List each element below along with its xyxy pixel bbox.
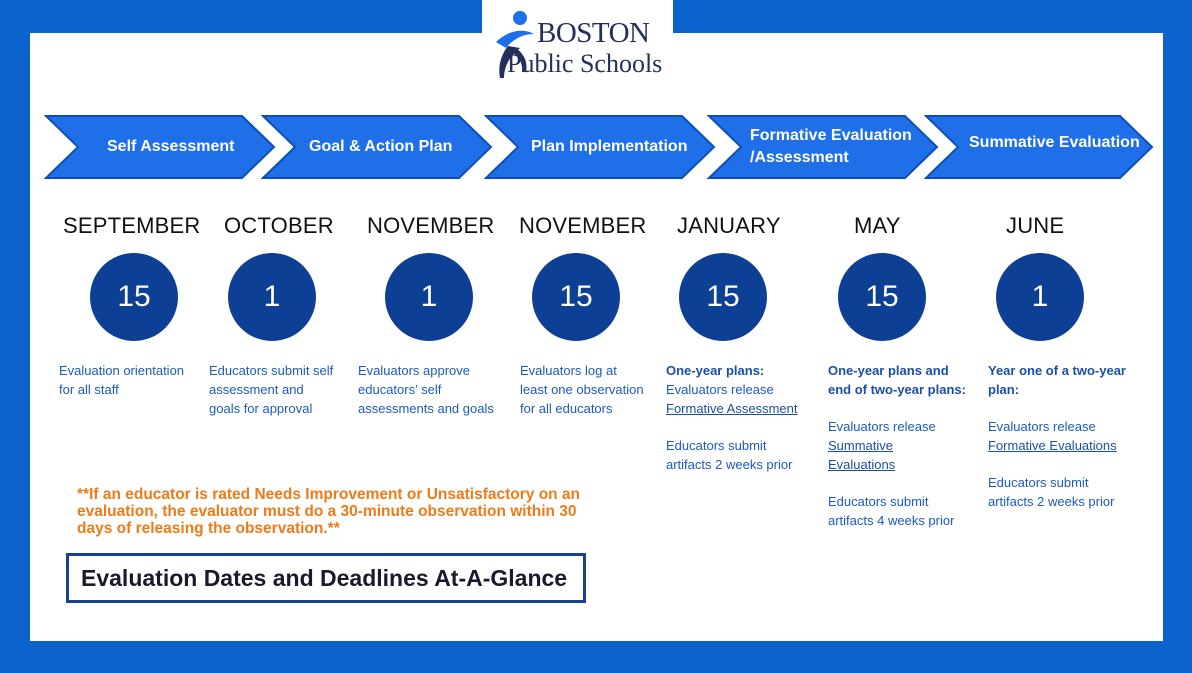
desc-line: artifacts 4 weeks prior [828,513,955,528]
logo-line-1: BOSTON [537,17,650,49]
date-circle: 15 [532,253,620,341]
deadline-description [209,361,354,418]
summative-evaluations-link[interactable]: Summative [828,438,894,453]
desc-line: Evaluators log at [520,363,617,378]
desc-line: for all educators [520,401,613,416]
date-circle: 1 [996,253,1084,341]
deadline-description [828,361,978,530]
desc-heading: One-year plans: [666,363,765,378]
desc-heading: Year one of a two-year [988,363,1126,378]
stage-self-assessment [44,114,276,180]
desc-line: artifacts 2 weeks prior [666,457,793,472]
stage-summative-evaluation [924,114,1154,180]
logo [482,0,673,83]
deadline-description [358,361,513,418]
summative-evaluations-link[interactable]: Evaluations [828,457,896,472]
month-label: JUNE [1006,213,1065,238]
month-label: SEPTEMBER [63,213,201,238]
desc-line: for all staff [59,382,119,397]
desc-heading: One-year plans and [828,363,949,378]
page-title-box [66,553,586,603]
desc-line: Evaluators release [666,382,774,397]
deadline-description [666,361,816,474]
date-circle: 1 [228,253,316,341]
formative-assessment-link[interactable]: Formative Assessment [666,401,798,416]
desc-line: Evaluators release [988,419,1096,434]
observation-note: **If an educator is rated Needs Improvement or Unsatisfactory on an evaluation, the evaluator must do a 30-minute observation within 30 days of releasing the observation.** [77,486,581,537]
desc-heading: plan: [988,382,1020,397]
deadline-description [59,361,209,399]
page-title: Evaluation Dates and Deadlines At-A-Glance [81,564,568,591]
desc-line: assessment and [209,382,304,397]
desc-line: Educators submit [828,494,929,509]
desc-line: Educators submit [988,475,1089,490]
month-label: OCTOBER [224,213,334,238]
desc-line: Educators submit [666,438,767,453]
desc-line: Evaluation orientation [59,363,185,378]
formative-evaluations-link[interactable]: Formative Evaluations [988,438,1117,453]
stage-plan-implementation [484,114,716,180]
deadline-description [520,361,665,418]
desc-line: artifacts 2 weeks prior [988,494,1115,509]
month-label: MAY [854,213,901,238]
desc-line: Evaluators release [828,419,936,434]
date-circle: 15 [90,253,178,341]
month-label: NOVEMBER [519,213,647,238]
logo-line-2: Public Schools [507,49,663,78]
stage-label: Summative Evaluation [969,134,1140,151]
stage-label: Plan Implementation [531,138,688,155]
desc-line: Evaluators approve [358,363,471,378]
month-label: JANUARY [677,213,781,238]
deadline-description [988,361,1138,511]
desc-line: assessments and goals [358,401,494,416]
desc-line: educators’ self [358,382,442,397]
desc-line: goals for approval [209,401,313,416]
date-circle: 1 [385,253,473,341]
date-circle: 15 [838,253,926,341]
desc-line: least one observation [520,382,644,397]
stage-goal-action-plan [261,114,493,180]
stage-label: Formative Evaluation /Assessment [750,127,912,166]
desc-line: Educators submit self [209,363,334,378]
stage-formative-evaluation [707,114,939,180]
month-label: NOVEMBER [367,213,495,238]
date-circle: 15 [679,253,767,341]
desc-heading: end of two-year plans: [828,382,966,397]
stage-label: Goal & Action Plan [309,138,453,155]
stage-label: Self Assessment [107,138,235,155]
